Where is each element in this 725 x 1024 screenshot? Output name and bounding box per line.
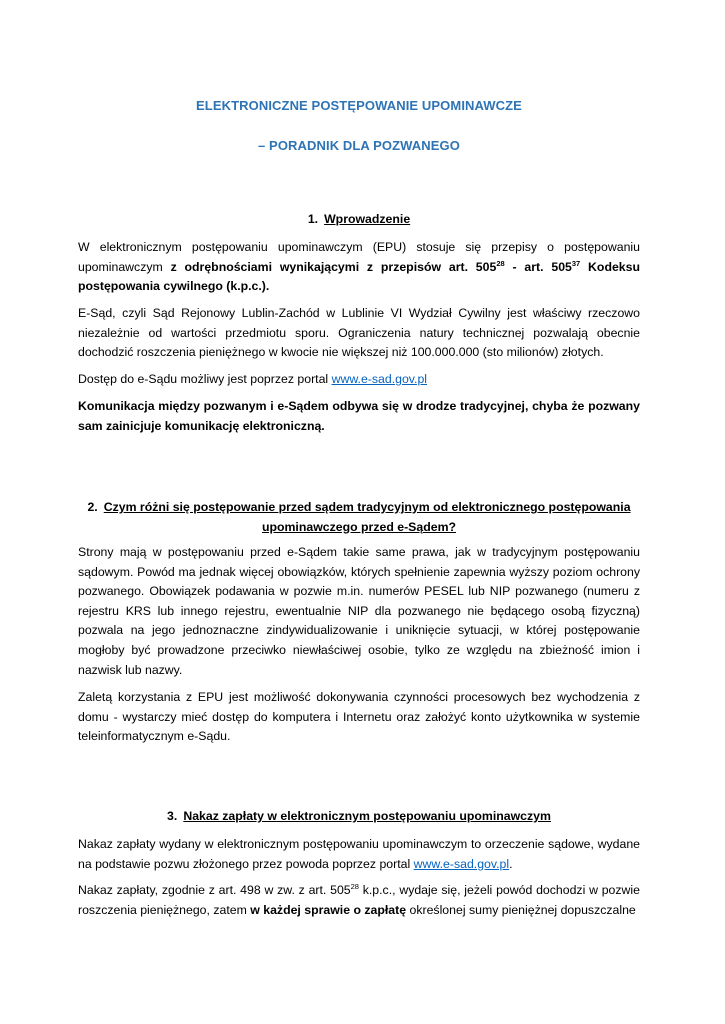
section3-paragraph2 [78,881,640,920]
section2-number: 2. [87,500,98,514]
section1-p1-text: W elektronicznym postępowaniu upominawczym (EPU) stosuje się przepisy o postępowaniu upominawczym [78,240,640,274]
section2-title-line2: upominawczego przed e-Sądem? [261,519,457,534]
section1-p1-sup1: 28 [496,258,505,268]
section3-p2-text1: Nakaz zapłaty, zgodnie z art. 498 w zw. z art. 505 [78,883,351,897]
section1-p4-bold: Komunikacja między pozwanym i e-Sądem odbywa się w drodze tradycyjnej, chyba że pozwany sam zainicjuje komunikację elektroniczną. [78,399,640,433]
section2-title-line1: Czym różni się postępowanie przed sądem tradycyjnym od elektronicznego postępowania [103,500,631,514]
section3-p2-text3: określonej sumy pieniężnej dopuszczalne [406,902,636,917]
document-title-line1: ELEKTRONICZNE POSTĘPOWANIE UPOMINAWCZE [196,98,522,113]
section3-p1-text: Nakaz zapłaty wydany w elektronicznym postępowaniu upominawczym to orzeczenie sądowe, wydane na podstawie pozwu złożonego przez powoda poprzez portal [78,837,640,871]
section1-p3-text: Dostęp do e-Sądu możliwy jest poprzez portal [78,372,332,386]
section3-paragraph1 [78,835,640,874]
section2-paragraph1: Strony mają w postępowaniu przed e-Sądem takie same prawa, jak w tradycyjnym postępowaniu sądowym. Powód ma jednak więcej obowiązków, których spełnienie zapewnia wyższy poziom ochrony pozwanego. Obowiązek podawania w pozwie m.in. numerów PESEL lub NIP pozwanego (numeru z rejestru KRS lub innego rejestru, ewentualnie NIP dla pozwanego nie będącego osobą fizyczną) pozwala na jego jednoznaczne zindywidualizowanie i uniknięcie sytuacji, w której postępowanie mogłoby być prowadzone przeciwko niewłaściwej osobie, tylko ze względu na zbieżność imion i nazwisk lub nazwy. [78,545,640,677]
section1-title: Wprowadzenie [324,212,411,226]
section1-heading [78,210,640,230]
esad-portal-link-2[interactable]: www.e-sad.gov.pl [413,856,510,871]
section1-paragraph3 [78,370,640,390]
section2-heading [78,498,640,537]
section3-number: 3. [167,809,178,823]
section1-number: 1. [307,212,319,226]
section1-paragraph1 [78,238,640,297]
section1-p1-bold2: - art. 505 [504,259,572,274]
section3-p2-text2: k.p.c., wydaje się, jeżeli powód dochodzi w pozwie roszczenia pieniężnego, zatem [78,883,640,917]
section1-paragraph4 [78,397,640,436]
esad-portal-link[interactable]: www.e-sad.gov.pl [331,372,428,386]
document-title-line2: – PORADNIK DLA POZWANEGO [258,138,460,153]
section1-paragraph2: E-Sąd, czyli Sąd Rejonowy Lublin-Zachód w Lublinie VI Wydział Cywilny jest właściwy rzeczowo niezależnie od wartości przedmiotu sporu. Ograniczenia natury technicznej pozwalają obecnie dochodzić roszczenia pieniężnego w kwocie nie większej niż 100.000.000 (sto milionów) złotych. [78,306,640,360]
section3-p2-bold: w każdej sprawie o zapłatę [250,902,407,917]
section3-p1-end: . [509,856,513,871]
section1-p1-bold1: z odrębnościami wynikającymi z przepisów art. 505 [170,259,497,274]
section1-p1-sup2: 37 [571,258,581,268]
section3-heading [78,807,640,827]
section3-title: Nakaz zapłaty w elektronicznym postępowaniu upominawczym [183,809,551,823]
section2-paragraph2: Zaletą korzystania z EPU jest możliwość dokonywania czynności procesowych bez wychodzenia z domu - wystarczy mieć dostęp do komputera i Internetu oraz założyć konto użytkownika w systemie teleinformatycznym e-Sądu. [78,690,640,744]
section3-p2-sup: 28 [350,881,359,891]
section1-p1-bold3: Kodeksu postępowania cywilnego (k.p.c.). [78,259,640,294]
